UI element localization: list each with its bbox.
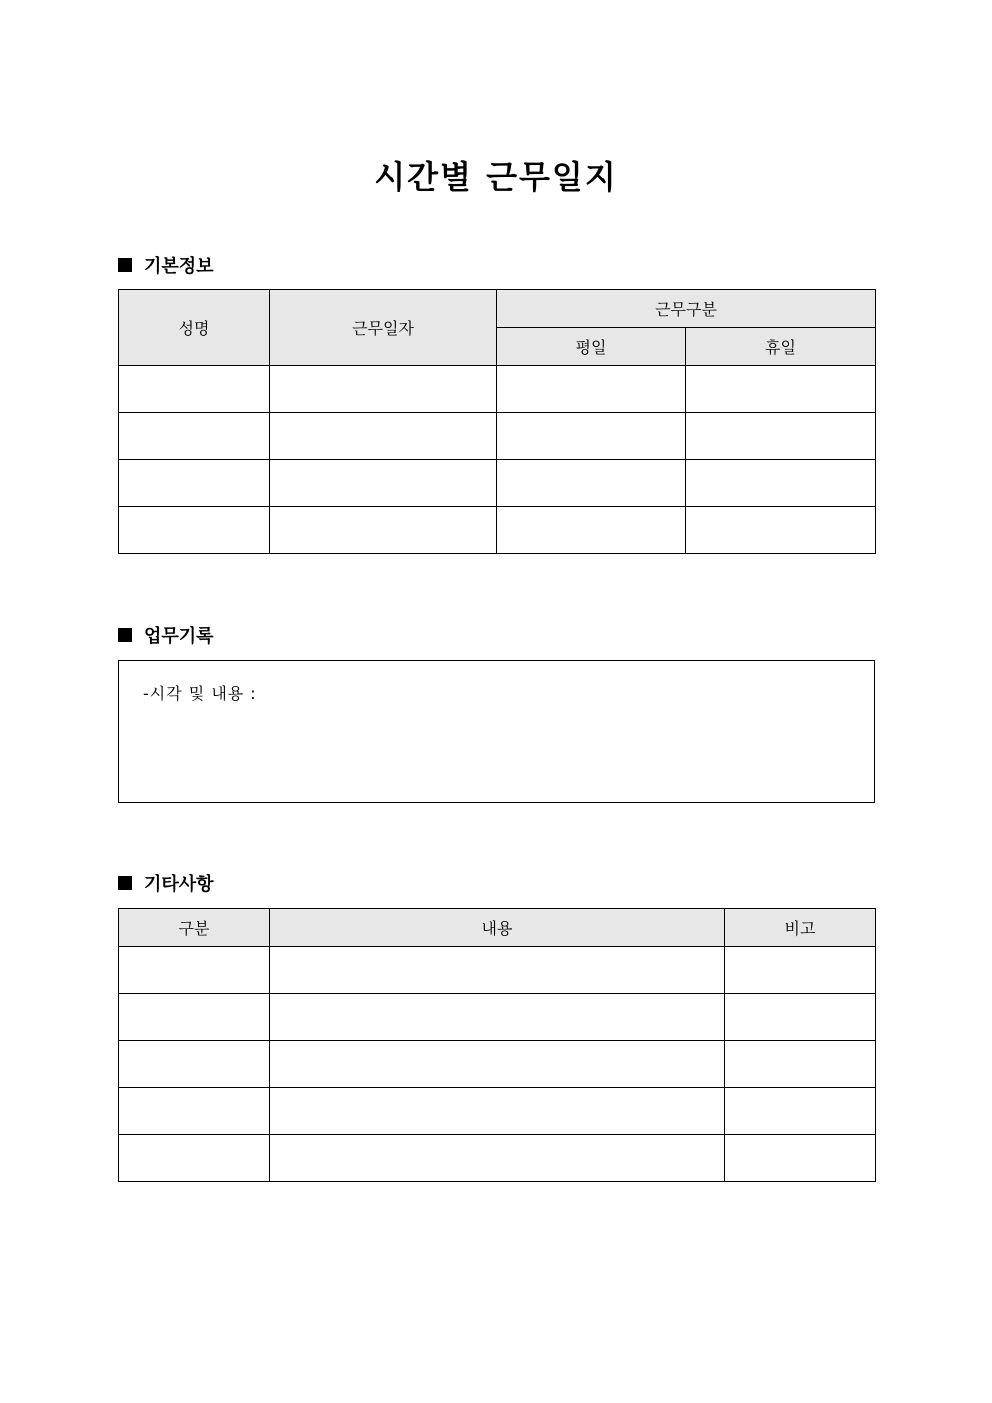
table-row (119, 507, 876, 554)
name-cell[interactable] (119, 366, 270, 413)
category-cell[interactable] (119, 1088, 270, 1135)
table-row (119, 994, 876, 1041)
header-category: 구분 (119, 909, 270, 947)
note-cell[interactable] (725, 947, 876, 994)
content-cell[interactable] (270, 1041, 725, 1088)
header-work-date: 근무일자 (270, 290, 497, 366)
category-cell[interactable] (119, 994, 270, 1041)
weekday-cell[interactable] (497, 413, 686, 460)
table-row (119, 413, 876, 460)
content-cell[interactable] (270, 1135, 725, 1182)
holiday-cell[interactable] (686, 507, 876, 554)
category-cell[interactable] (119, 1041, 270, 1088)
work-record-box[interactable] (118, 660, 875, 803)
work-date-cell[interactable] (270, 366, 497, 413)
work-date-cell[interactable] (270, 460, 497, 507)
weekday-cell[interactable] (497, 507, 686, 554)
weekday-cell[interactable] (497, 366, 686, 413)
header-weekday: 평일 (497, 328, 686, 366)
basic-info-heading-label: 기본정보 (144, 256, 214, 277)
work-record-heading-label: 업무기록 (144, 626, 214, 647)
square-bullet-icon (118, 876, 132, 890)
table-row (119, 1088, 876, 1135)
content-cell[interactable] (270, 1088, 725, 1135)
table-row (119, 1041, 876, 1088)
table-row (119, 460, 876, 507)
square-bullet-icon (118, 628, 132, 642)
content-cell[interactable] (270, 947, 725, 994)
name-cell[interactable] (119, 460, 270, 507)
holiday-cell[interactable] (686, 460, 876, 507)
category-cell[interactable] (119, 1135, 270, 1182)
record-time-content-label: -시각 및 내용 : (143, 684, 257, 703)
weekday-cell[interactable] (497, 460, 686, 507)
header-content: 내용 (270, 909, 725, 947)
note-cell[interactable] (725, 1088, 876, 1135)
header-holiday: 휴일 (686, 328, 876, 366)
header-note: 비고 (725, 909, 876, 947)
table-row (119, 1135, 876, 1182)
note-cell[interactable] (725, 1135, 876, 1182)
note-cell[interactable] (725, 994, 876, 1041)
category-cell[interactable] (119, 947, 270, 994)
work-date-cell[interactable] (270, 413, 497, 460)
header-work-type: 근무구분 (497, 290, 876, 328)
basic-info-table (118, 289, 876, 554)
table-row (119, 947, 876, 994)
content-cell[interactable] (270, 994, 725, 1041)
work-date-cell[interactable] (270, 507, 497, 554)
note-cell[interactable] (725, 1041, 876, 1088)
other-notes-heading-label: 기타사항 (144, 874, 214, 895)
holiday-cell[interactable] (686, 413, 876, 460)
page-title: 시간별 근무일지 (374, 158, 618, 197)
name-cell[interactable] (119, 413, 270, 460)
other-notes-heading (118, 871, 214, 895)
name-cell[interactable] (119, 507, 270, 554)
header-name: 성명 (119, 290, 270, 366)
square-bullet-icon (118, 258, 132, 272)
other-notes-table (118, 908, 876, 1182)
holiday-cell[interactable] (686, 366, 876, 413)
basic-info-heading (118, 253, 214, 277)
work-record-heading (118, 623, 214, 647)
table-row (119, 366, 876, 413)
